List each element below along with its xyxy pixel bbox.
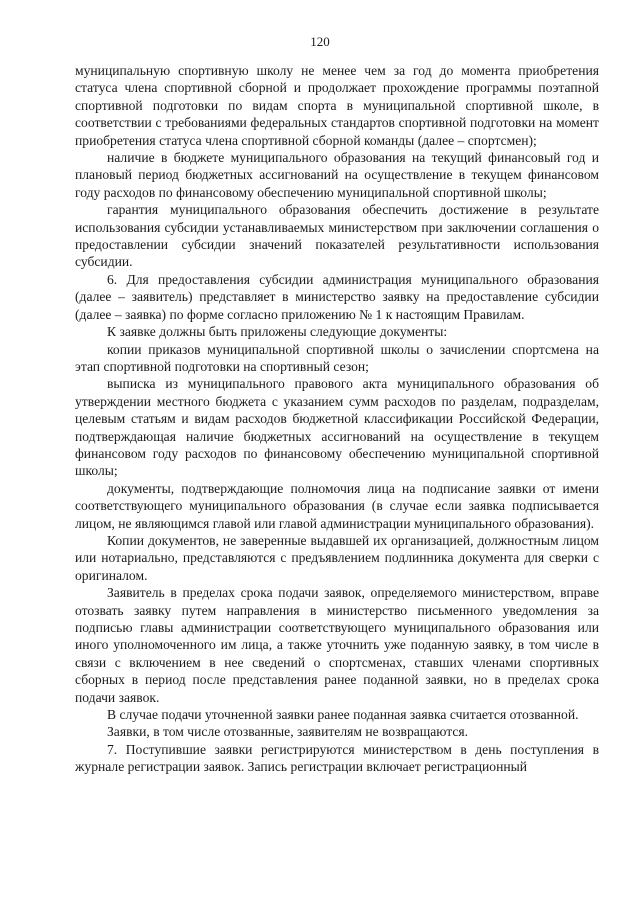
paragraph-6: копии приказов муниципальной спортивной школы о зачислении спортсмена на этап спортивной подготовки на спортивный сезон; [75,341,599,374]
paragraph-9: Копии документов, не заверенные выдавшей их организацией, должностным лицом или нотариально, представляются с предъявлением подлинника документа для сверки с оригиналом. [75,532,599,583]
paragraph-5: К заявке должны быть приложены следующие документы: [107,324,448,340]
paragraph-7: выписка из муниципального правового акта муниципального образования об утверждении местного бюджета с указанием сумм расходов по разделам, подразделам, целевым статьям и видам расходов бюджетной классификации Российской Федерации, подтверждающая наличие бюджетных ассигнований на осуществление в текущем финансовом году расходов по финансовому обеспечению муниципальной спортивной школы; [75,376,599,479]
paragraph-11: В случае подачи уточненной заявки ранее поданная заявка считается отозванной. [107,707,579,723]
paragraph-12: Заявки, в том числе отозванные, заявителям не возвращаются. [107,724,469,740]
document-body [75,62,599,776]
paragraph-8: документы, подтверждающие полномочия лица на подписание заявки от имени соответствующего муниципального образования (в случае если заявка подписывается лицом, не являющимся главой или главой администрации муниципального образования). [75,480,599,531]
paragraph-1: муниципальную спортивную школу не менее чем за год до момента приобретения статуса члена спортивной сборной и продолжает прохождение программы поэтапной спортивной подготовки по видам спорта в муниципальной спортивной школе, в соответствии с требованиями федеральных стандартов спортивной подготовки на момент приобретения статуса члена спортивной сборной команды (далее – спортсмен); [75,63,599,148]
paragraph-13: 7. Поступившие заявки регистрируются министерством в день поступления в журнале регистрации заявок. Запись регистрации включает регистрационный [75,741,599,775]
page-number: 120 [310,34,330,49]
paragraph-3: гарантия муниципального образования обеспечить достижение в результате использования субсидии устанавливаемых министерством при заключении соглашения о предоставлении субсидии значений показателей результативности использования субсидии. [75,202,599,270]
paragraph-2: наличие в бюджете муниципального образования на текущий финансовый год и плановый период бюджетных ассигнований на осуществление в текущем финансовом году расходов по финансовому обеспечению муниципальной спортивной школы; [75,150,599,200]
paragraph-4: 6. Для предоставления субсидии администрация муниципального образования (далее – заявитель) представляет в министерство заявку на предоставление субсидии (далее – заявка) по форме согласно приложению № 1 к настоящим Правилам. [75,271,599,322]
paragraph-10: Заявитель в пределах срока подачи заявок, определяемого министерством, вправе отозвать заявку путем направления в министерство письменного уведомления за подписью главы администрации соответствующего муниципального образования или иного уполномоченного им лица, а также уточнить уже поданную заявку, в том числе в связи с включением в нее сведений о спортсменах, ставших членами спортивных сборных в период после представления ранее поданной заявки, но в пределах срока подачи заявок. [75,585,599,705]
